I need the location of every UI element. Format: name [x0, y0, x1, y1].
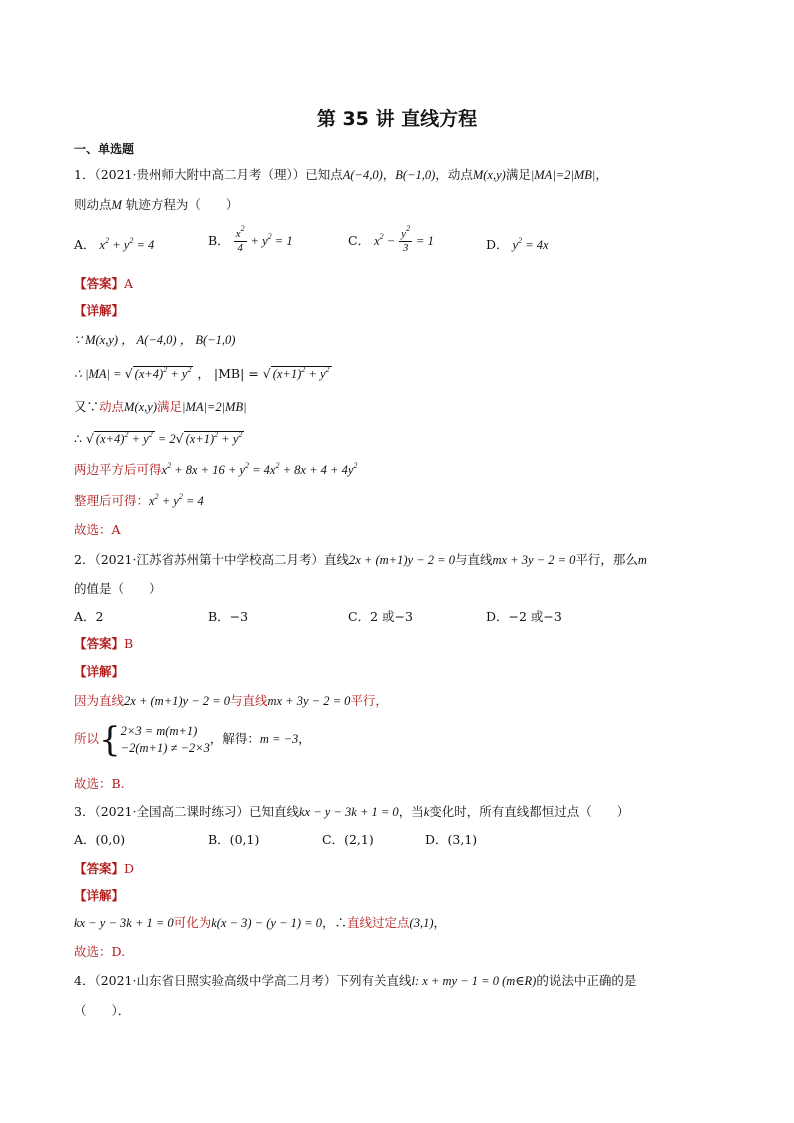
q2-answer: 【答案】B: [74, 636, 134, 651]
q2-option-c: C．2 或−3: [348, 609, 413, 624]
q1-option-a: A． $x^2 + y^2 = 4$: [74, 236, 155, 252]
q3-step-1: kx − y − 3k + 1 = 0可化为k(x − 3) − (y − 1) = 0，∴直线过定点(3,1)，: [74, 915, 446, 930]
q3-answer: 【答案】D: [74, 861, 135, 876]
q1-step-5: 两边平方后可得$x^2 + 8x + 16 + y^2 = 4x^2 + 8x + 4 + 4y^2$: [74, 461, 358, 477]
q3-stem: 3．（2021·全国高二课时练习）已知直线kx − y − 3k + 1 = 0，当k变化时，所有直线都恒过点（ ）: [74, 804, 630, 819]
q2-option-b: B．−3: [208, 609, 249, 624]
q1-answer: 【答案】A: [74, 276, 134, 291]
q1-step-3: 又∵动点M(x,y)满足|MA|=2|MB|: [74, 399, 247, 414]
q3-option-d: D．(3,1): [425, 832, 478, 847]
q4-stem-line2: （ ）．: [74, 1003, 131, 1018]
q1-stem-line2: 则动点M 轨迹方程为（ ）: [74, 197, 239, 212]
q3-option-b: B．(0,1): [208, 832, 260, 847]
q2-stem-line2: 的值是（ ）: [74, 581, 162, 596]
page-title: 第 35 讲 直线方程: [316, 108, 478, 130]
q2-step-1: 因为直线2x + (m+1)y − 2 = 0与直线mx + 3y − 2 = 0平行，: [74, 693, 388, 708]
section-heading: 一、单选题: [74, 142, 135, 156]
q2-stem: 2．（2021·江苏省苏州第十中学校高二月考）直线2x + (m+1)y − 2 = 0与直线mx + 3y − 2 = 0平行，那么m: [74, 552, 647, 567]
q1-step-7: 故选：A: [74, 522, 121, 537]
q1-step-2: ∴ |MA| = √ $(x+4)^2 + y^2$ ， |MB| = √ $(x+1)^2 + y^2$: [74, 365, 330, 381]
q1-detail-label: 【详解】: [74, 303, 125, 318]
q1-step-1: ∵ M(x,y) ， A(−4,0) ， B(−1,0): [74, 333, 236, 347]
q1-option-b: B． $\frac{x^2}{4}$ + $y^2 = 1$: [208, 224, 293, 254]
q2-step-3: 故选：B.: [74, 776, 125, 791]
q1-step-4: ∴ √ $(x+4)^2 + y^2 = 2√$ $(x+1)^2 + y^2$: [74, 430, 243, 446]
q2-step-2: 所以{ 2×3 = m(m+1) −2(m+1) ≠ −2×3 ，解得：m = −3，: [74, 719, 311, 760]
q1-step-6: 整理后可得：$x^2 + y^2 = 4$: [74, 492, 204, 508]
q3-option-a: A．(0,0): [74, 832, 126, 847]
q3-detail-label: 【详解】: [74, 888, 125, 903]
q1-option-c: C． $x^2$ − $\frac{y^2}{3}$ = 1: [348, 224, 434, 254]
q3-option-c: C．(2,1): [322, 832, 374, 847]
q2-option-a: A．2: [74, 609, 104, 624]
q2-detail-label: 【详解】: [74, 664, 125, 679]
q2-option-d: D．−2 或−3: [486, 609, 562, 624]
q1-stem: 1．（2021·贵州师大附中高二月考（理））已知点A(−4,0)，B(−1,0)，动点M(x,y)满足|MA|=2|MB|，: [74, 167, 608, 182]
q1-option-d: D． $y^2 = 4x$: [486, 236, 549, 252]
q3-step-2: 故选：D.: [74, 944, 126, 959]
q4-stem: 4．（2021·山东省日照实验高级中学高二月考）下列有关直线l: x + my − 1 = 0 (m∈R)的说法中正确的是: [74, 973, 637, 988]
